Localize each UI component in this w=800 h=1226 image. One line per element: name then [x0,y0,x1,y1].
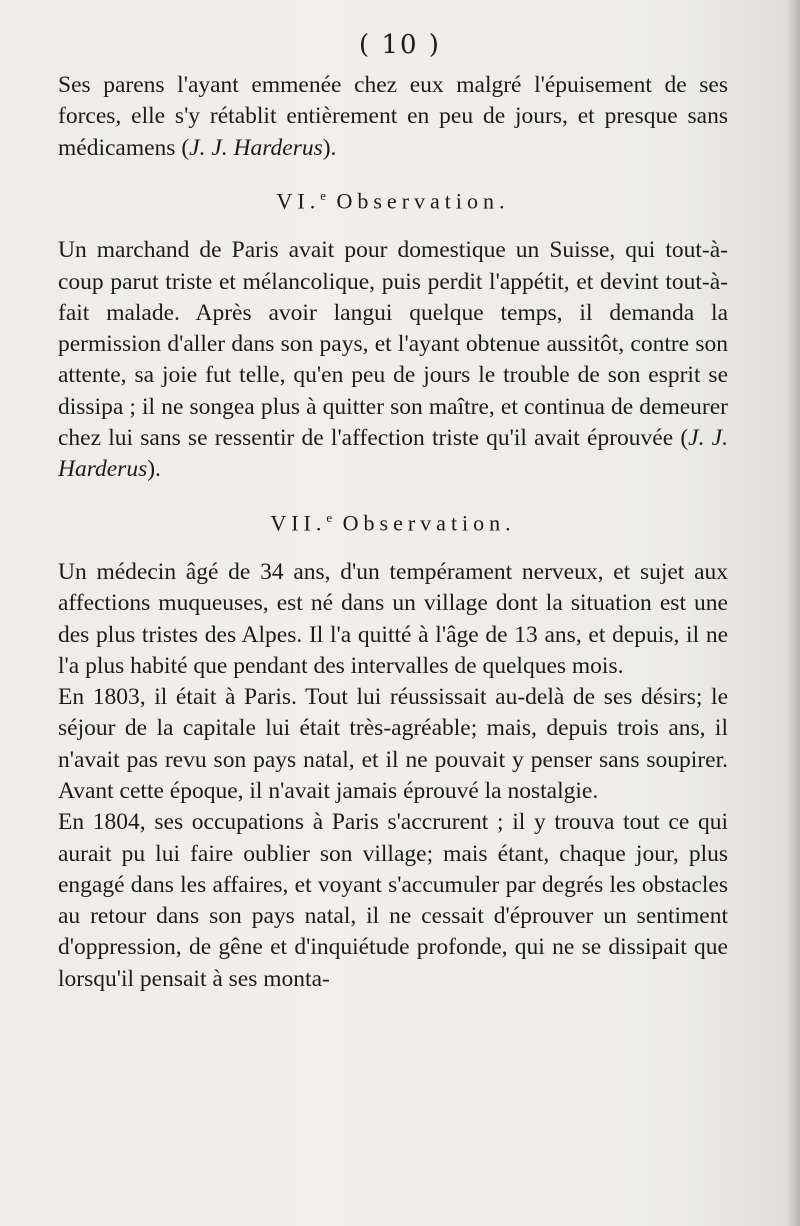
page-body [58,70,728,995]
page-number: ( 10 ) [359,30,441,60]
page-edge-shadow [786,0,800,1226]
citation-close: ). [322,134,337,161]
section-heading-vii [58,502,728,539]
citation-close: ). [147,456,161,483]
paragraph-5: En 1804, ses occupations à Paris s'accrurent ; il y trouva tout ce qui aurait pu lui faire oublier son village; mais étant, chaque jour, plus engagé dans les affaires, et voyant s'accumuler par degrés les obstacles au retour dans son pays natal, il ne cessait d'éprouver un sentiment d'oppression, de gêne et d'inquiétude profonde, qui ne se dissipait que lorsqu'il pensait à ses monta- [58,809,728,992]
heading-number: VII. [270,509,327,535]
heading-superscript: e [326,509,333,525]
section-heading-vi [58,180,728,217]
heading-number: VI. [276,188,321,214]
citation-author: J. J. Harderus [189,134,323,161]
heading-word: Observation. [342,509,516,535]
paragraph-4: En 1803, il était à Paris. Tout lui réussissait au-delà de ses désirs; le séjour de la capitale lui était très-agréable; mais, depuis trois ans, il n'avait pas revu son pays natal, et il ne pouvait y penser sans soupirer. Avant cette époque, il n'avait jamais éprouvé la nostalgie. [58,684,728,804]
paragraph-1 [58,70,728,164]
paragraph-2-text: Un marchand de Paris avait pour domestique un Suisse, qui tout-à-coup parut triste et mélancolique, puis perdit l'appétit, et devint tout-à-fait malade. Après avoir langui quelque temps, il demanda la permission d'aller dans son pays, et l'ayant obtenue aussitôt, contre son attente, sa joie fut telle, qu'en peu de jours le trouble de son esprit se dissipa ; il ne songea plus à quitter son maître, et continua de demeurer chez lui sans se ressentir de l'affection triste qu'il avait éprouvée ( [58,237,728,451]
paragraph-2 [58,235,728,485]
heading-word: Observation. [336,188,510,214]
paragraph-1-text: Ses parens l'ayant emmenée chez eux malgré l'épuisement de ses forces, elle s'y rétablit entièrement en peu de jours, et presque sans médicamens ( [58,72,728,161]
citation-author: J. J. Harderus [58,425,728,483]
heading-superscript: e [320,187,326,203]
paragraph-3: Un médecin âgé de 34 ans, d'un tempérament nerveux, et sujet aux affections muqueuses, est né dans un village dont la situation est une des plus tristes des Alpes. Il l'a quitté à l'âge de 13 ans, et depuis, il ne l'a plus habité que pendant des intervalles de quelques mois. [58,558,728,679]
